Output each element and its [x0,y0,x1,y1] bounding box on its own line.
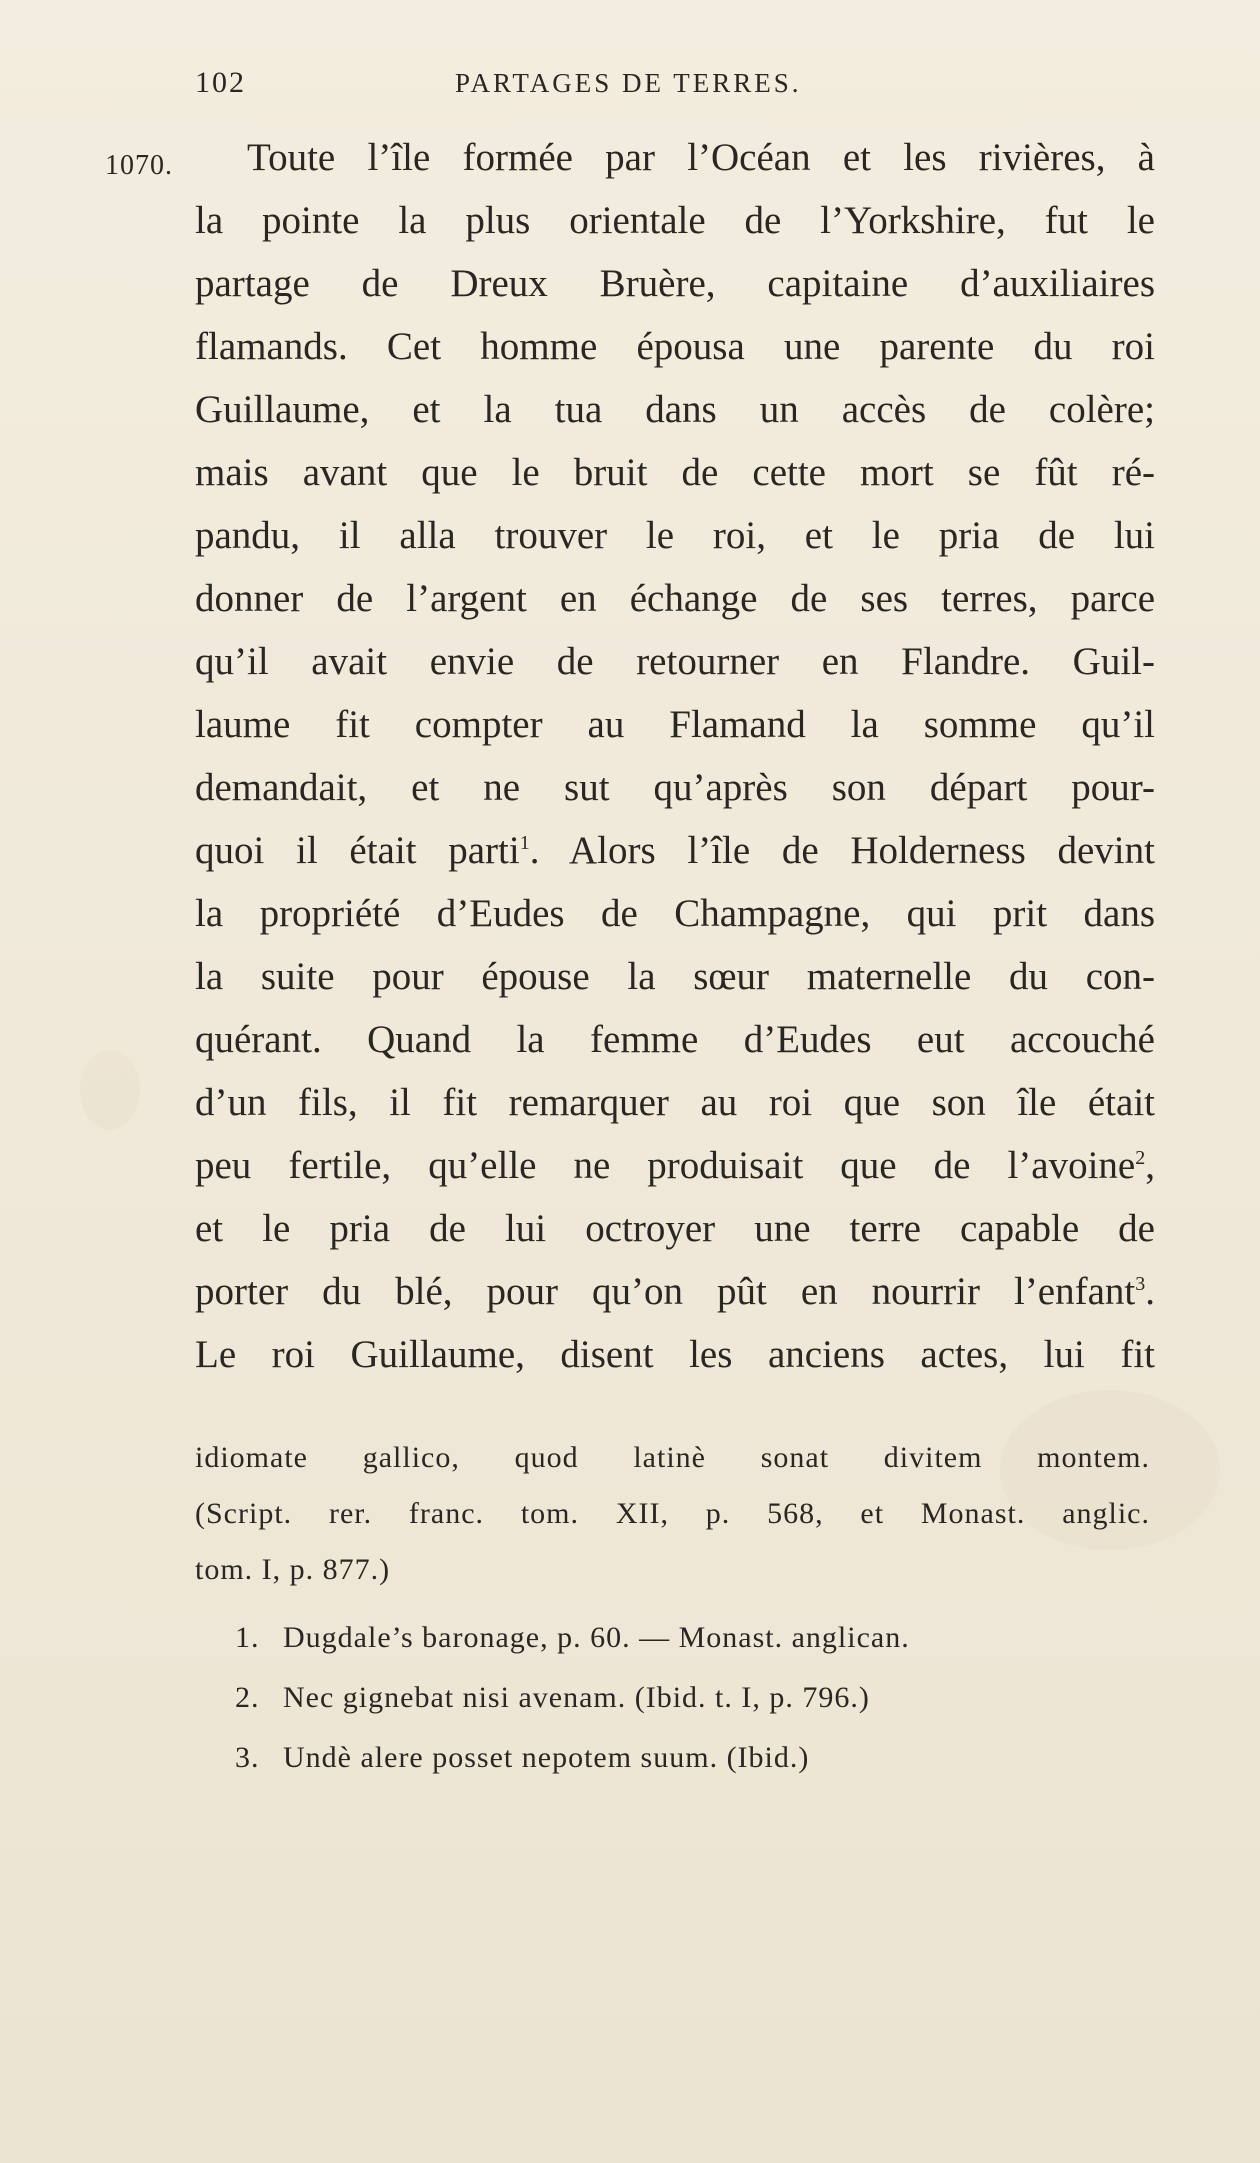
running-title: PARTAGES DE TERRES. [455,68,802,98]
text-line: et le pria de lui octroyer une terre capable de [195,1207,1155,1250]
text-segment: peu fertile, qu’elle ne produisait que de l’avoine [195,1144,1136,1187]
text-line: d’un fils, il fit remarquer au roi que son île était [195,1081,1155,1124]
margin-year: 1070. [105,150,173,181]
footnote-ref-1: 1 [519,832,530,854]
text-segment: quoi il était parti [195,829,520,872]
text-line: flamands. Cet homme épousa une parente du roi [195,325,1155,368]
text-line: donner de l’argent en échange de ses terres, parce [195,577,1155,620]
text-line: Le roi Guillaume, disent les anciens actes, lui fit [195,1333,1155,1376]
text-line: pandu, il alla trouver le roi, et le pria de lui [195,514,1155,557]
footnote-item [195,1668,1150,1728]
comma: , [1145,1144,1155,1187]
footnotes [195,1430,1150,1788]
page-stain [80,1050,140,1130]
text-line: Toute l’île formée par l’Océan et les rivières, à [247,136,1155,179]
text-line: la pointe la plus orientale de l’Yorkshire, fut le [195,199,1155,242]
footnote-item [195,1728,1150,1788]
text-line: la suite pour épouse la sœur maternelle du con- [195,955,1155,998]
footnote-number: 1. [235,1621,260,1654]
footnote-continuation-line: (Script. rer. franc. tom. XII, p. 568, et Monast. anglic. [195,1497,1150,1530]
text-line: qu’il avait envie de retourner en Flandre. Guil- [195,640,1155,683]
footnote-text: Undè alere posset nepotem suum. (Ibid.) [283,1741,810,1774]
text-line: partage de Dreux Bruère, capitaine d’auxiliaires [195,262,1155,305]
text-segment: porter du blé, pour qu’on pût en nourrir l’enfant [195,1270,1136,1313]
text-line: laume fit compter au Flamand la somme qu’il [195,703,1155,746]
text-line: quérant. Quand la femme d’Eudes eut accouché [195,1018,1155,1061]
text-line: la propriété d’Eudes de Champagne, qui prit dans [195,892,1155,935]
text-line-with-note-3: porter du blé, pour qu’on pût en nourrir l’enfant$^3$. [195,1270,1155,1313]
text-segment: Alors l’île de Holderness devint [568,829,1155,872]
body-text [195,126,1155,1386]
text-line: demandait, et ne sut qu’après son départ pour- [195,766,1155,809]
page-header [195,66,895,106]
footnote-number: 3. [235,1741,260,1774]
footnote-continuation-line: tom. I, p. 877.) [195,1553,391,1586]
footnote-ref-2: 2 [1135,1147,1146,1169]
footnote-item [195,1608,1150,1668]
footnote-number: 2. [235,1681,260,1714]
footnote-continuation-line: idiomate gallico, quod latinè sonat divitem montem. [195,1441,1150,1474]
footnote-text: Dugdale’s baronage, p. 60. — Monast. anglican. [283,1621,910,1654]
footnote-ref-3: 3 [1135,1273,1146,1295]
page-number: 102 [195,66,246,99]
footnote-text: Nec gignebat nisi avenam. (Ibid. t. I, p. 796.) [283,1681,870,1714]
text-line: Guillaume, et la tua dans un accès de colère; [195,388,1155,431]
text-line-with-note-2 [195,1134,1155,1197]
text-line: mais avant que le bruit de cette mort se fût ré- [195,451,1155,494]
text-line-with-note-1: quoi il était parti$^1$. Alors l’île de Holderness devint [195,829,1155,872]
